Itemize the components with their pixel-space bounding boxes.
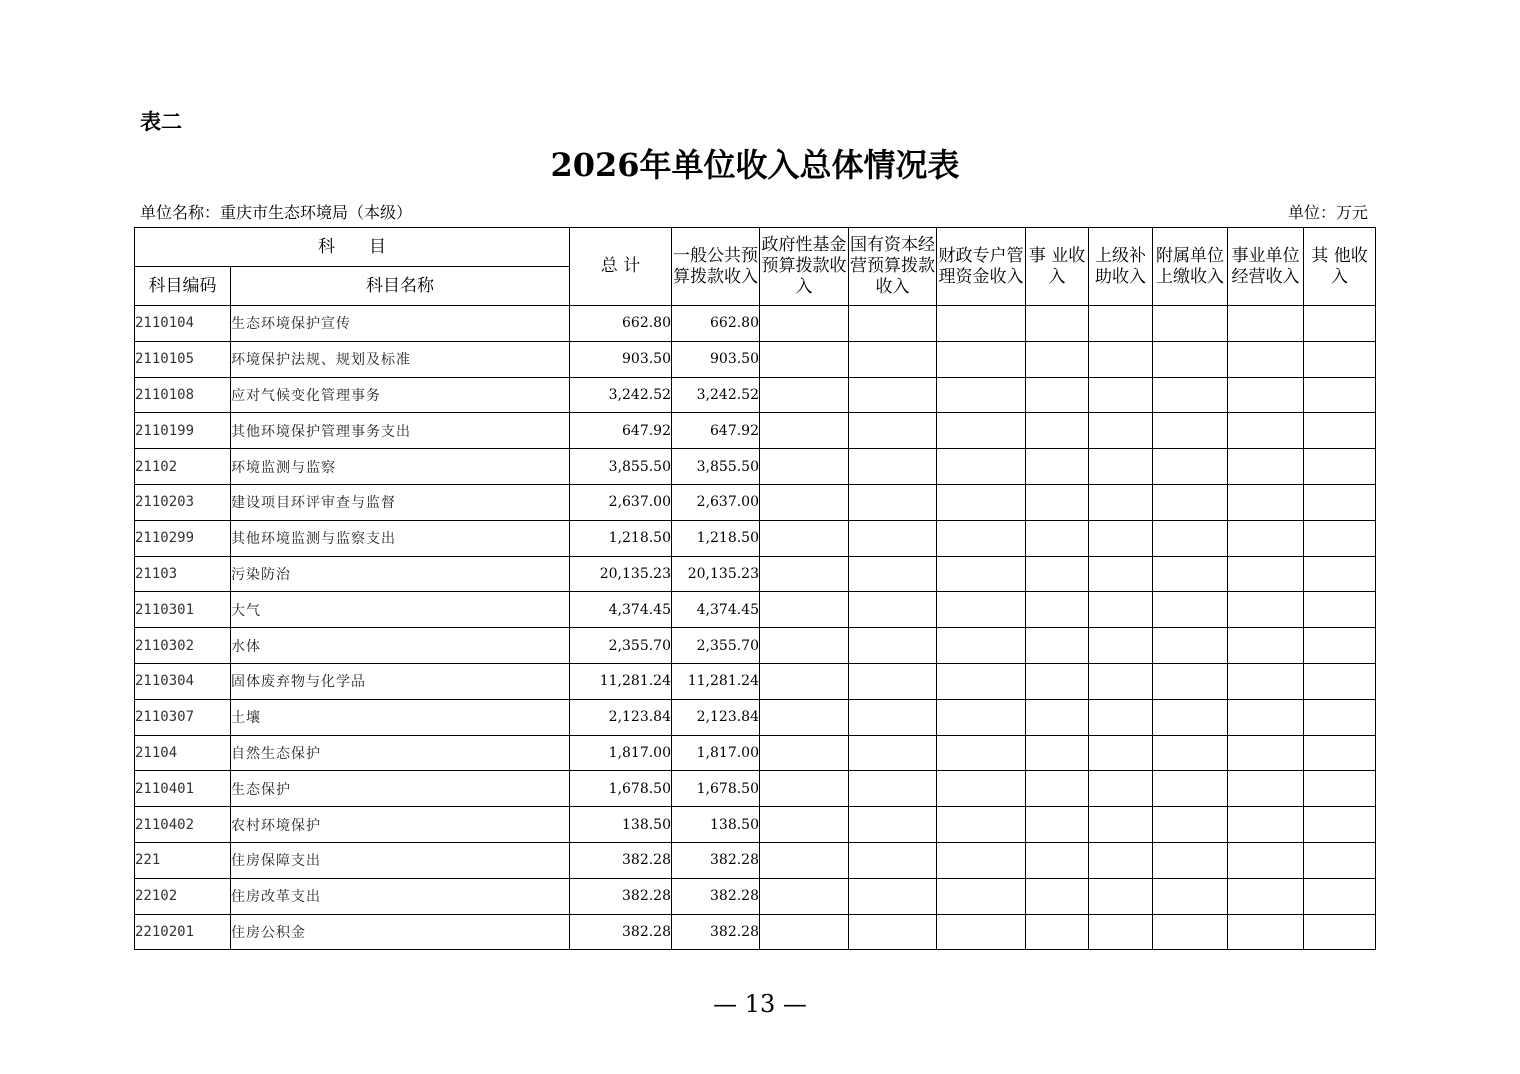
table-row — [135, 735, 1376, 771]
cell-business-operation — [1228, 914, 1304, 950]
cell-affiliated-payment — [1153, 413, 1228, 449]
table-row — [135, 807, 1376, 843]
cell-gov-fund — [760, 878, 849, 914]
cell-other-income — [1304, 306, 1376, 342]
header-gov-fund: 政府性基金预算拨款收入 — [760, 228, 849, 306]
cell-general-budget: 1,678.50 — [672, 771, 760, 807]
cell-general-budget: 11,281.24 — [672, 663, 760, 699]
header-other-income: 其 他收 入 — [1304, 228, 1376, 306]
income-table-body — [135, 306, 1376, 950]
cell-special-fund — [937, 377, 1026, 413]
cell-other-income — [1304, 771, 1376, 807]
cell-other-income — [1304, 842, 1376, 878]
cell-subject-code: 2110105 — [135, 341, 231, 377]
page-number: — 13 — — [713, 990, 807, 1018]
cell-total: 2,355.70 — [570, 628, 672, 664]
cell-subject-code: 2110401 — [135, 771, 231, 807]
cell-other-income — [1304, 520, 1376, 556]
cell-subject-name: 应对气候变化管理事务 — [231, 377, 570, 413]
cell-subject-code: 2110203 — [135, 484, 231, 520]
cell-gov-fund — [760, 914, 849, 950]
cell-superior-subsidy — [1089, 520, 1153, 556]
cell-superior-subsidy — [1089, 306, 1153, 342]
table-row — [135, 377, 1376, 413]
cell-business-operation — [1228, 807, 1304, 843]
cell-subject-name: 大气 — [231, 592, 570, 628]
cell-state-capital — [849, 484, 937, 520]
cell-subject-name: 生态保护 — [231, 771, 570, 807]
cell-affiliated-payment — [1153, 484, 1228, 520]
cell-business-operation — [1228, 556, 1304, 592]
table-row — [135, 449, 1376, 485]
cell-general-budget: 1,218.50 — [672, 520, 760, 556]
cell-gov-fund — [760, 699, 849, 735]
cell-business-income — [1026, 377, 1089, 413]
cell-gov-fund — [760, 556, 849, 592]
cell-gov-fund — [760, 842, 849, 878]
cell-subject-code: 2110299 — [135, 520, 231, 556]
cell-other-income — [1304, 377, 1376, 413]
header-superior-subsidy: 上级补助收入 — [1089, 228, 1153, 306]
cell-state-capital — [849, 449, 937, 485]
cell-business-income — [1026, 306, 1089, 342]
cell-gov-fund — [760, 520, 849, 556]
cell-superior-subsidy — [1089, 628, 1153, 664]
cell-business-income — [1026, 556, 1089, 592]
cell-business-income — [1026, 842, 1089, 878]
header-subject-code: 科目编码 — [135, 267, 231, 306]
cell-total: 382.28 — [570, 842, 672, 878]
cell-subject-code: 2110199 — [135, 413, 231, 449]
cell-state-capital — [849, 306, 937, 342]
cell-superior-subsidy — [1089, 807, 1153, 843]
table-row — [135, 341, 1376, 377]
table-row — [135, 663, 1376, 699]
unit-name: 单位名称：重庆市生态环境局（本级） — [140, 203, 413, 222]
cell-business-operation — [1228, 699, 1304, 735]
cell-business-income — [1026, 341, 1089, 377]
cell-gov-fund — [760, 413, 849, 449]
cell-state-capital — [849, 914, 937, 950]
cell-other-income — [1304, 592, 1376, 628]
cell-gov-fund — [760, 341, 849, 377]
header-affiliated-payment: 附属单位上缴收入 — [1153, 228, 1228, 306]
cell-total: 647.92 — [570, 413, 672, 449]
table-row — [135, 842, 1376, 878]
cell-business-operation — [1228, 413, 1304, 449]
cell-state-capital — [849, 878, 937, 914]
cell-superior-subsidy — [1089, 341, 1153, 377]
cell-general-budget: 382.28 — [672, 878, 760, 914]
cell-superior-subsidy — [1089, 914, 1153, 950]
cell-state-capital — [849, 341, 937, 377]
cell-general-budget: 2,355.70 — [672, 628, 760, 664]
cell-subject-name: 环境监测与监察 — [231, 449, 570, 485]
cell-general-budget: 3,242.52 — [672, 377, 760, 413]
table-row — [135, 306, 1376, 342]
cell-total: 11,281.24 — [570, 663, 672, 699]
cell-business-operation — [1228, 449, 1304, 485]
cell-subject-name: 生态环境保护宣传 — [231, 306, 570, 342]
cell-other-income — [1304, 735, 1376, 771]
cell-general-budget: 903.50 — [672, 341, 760, 377]
cell-special-fund — [937, 413, 1026, 449]
cell-business-operation — [1228, 520, 1304, 556]
cell-special-fund — [937, 807, 1026, 843]
cell-gov-fund — [760, 377, 849, 413]
cell-gov-fund — [760, 306, 849, 342]
cell-subject-name: 农村环境保护 — [231, 807, 570, 843]
unit-label: 单位：万元 — [1287, 203, 1368, 222]
cell-special-fund — [937, 663, 1026, 699]
cell-special-fund — [937, 771, 1026, 807]
cell-subject-name: 住房公积金 — [231, 914, 570, 950]
cell-superior-subsidy — [1089, 878, 1153, 914]
cell-business-operation — [1228, 484, 1304, 520]
cell-total: 382.28 — [570, 914, 672, 950]
cell-state-capital — [849, 735, 937, 771]
cell-subject-code: 2110301 — [135, 592, 231, 628]
cell-superior-subsidy — [1089, 842, 1153, 878]
cell-special-fund — [937, 484, 1026, 520]
table-row — [135, 628, 1376, 664]
cell-affiliated-payment — [1153, 878, 1228, 914]
cell-business-operation — [1228, 771, 1304, 807]
cell-total: 4,374.45 — [570, 592, 672, 628]
cell-total: 1,817.00 — [570, 735, 672, 771]
cell-general-budget: 662.80 — [672, 306, 760, 342]
cell-other-income — [1304, 341, 1376, 377]
cell-other-income — [1304, 914, 1376, 950]
cell-general-budget: 1,817.00 — [672, 735, 760, 771]
cell-affiliated-payment — [1153, 699, 1228, 735]
cell-general-budget: 20,135.23 — [672, 556, 760, 592]
cell-other-income — [1304, 556, 1376, 592]
cell-special-fund — [937, 592, 1026, 628]
cell-state-capital — [849, 807, 937, 843]
cell-business-income — [1026, 735, 1089, 771]
cell-affiliated-payment — [1153, 592, 1228, 628]
cell-superior-subsidy — [1089, 449, 1153, 485]
cell-special-fund — [937, 449, 1026, 485]
cell-special-fund — [937, 306, 1026, 342]
cell-business-income — [1026, 413, 1089, 449]
cell-other-income — [1304, 484, 1376, 520]
cell-state-capital — [849, 556, 937, 592]
cell-gov-fund — [760, 449, 849, 485]
cell-state-capital — [849, 771, 937, 807]
cell-gov-fund — [760, 735, 849, 771]
cell-affiliated-payment — [1153, 735, 1228, 771]
cell-special-fund — [937, 842, 1026, 878]
cell-subject-code: 21102 — [135, 449, 231, 485]
table-row — [135, 413, 1376, 449]
cell-affiliated-payment — [1153, 306, 1228, 342]
cell-total: 382.28 — [570, 878, 672, 914]
header-total: 总 计 — [570, 228, 672, 306]
cell-general-budget: 647.92 — [672, 413, 760, 449]
cell-gov-fund — [760, 663, 849, 699]
cell-gov-fund — [760, 592, 849, 628]
header-special-fund: 财政专户管理资金收入 — [937, 228, 1026, 306]
cell-general-budget: 3,855.50 — [672, 449, 760, 485]
cell-special-fund — [937, 341, 1026, 377]
header-subject: 科 目 — [135, 228, 570, 267]
cell-state-capital — [849, 663, 937, 699]
cell-business-income — [1026, 520, 1089, 556]
header-general-budget: 一般公共预算拨款收入 — [672, 228, 760, 306]
cell-special-fund — [937, 699, 1026, 735]
cell-subject-name: 土壤 — [231, 699, 570, 735]
cell-superior-subsidy — [1089, 484, 1153, 520]
cell-special-fund — [937, 556, 1026, 592]
cell-general-budget: 382.28 — [672, 914, 760, 950]
cell-business-income — [1026, 807, 1089, 843]
cell-total: 1,678.50 — [570, 771, 672, 807]
table-row — [135, 484, 1376, 520]
cell-subject-name: 住房保障支出 — [231, 842, 570, 878]
cell-superior-subsidy — [1089, 377, 1153, 413]
table-row — [135, 914, 1376, 950]
header-subject-name: 科目名称 — [231, 267, 570, 306]
cell-subject-name: 其他环境监测与监察支出 — [231, 520, 570, 556]
cell-subject-name: 其他环境保护管理事务支出 — [231, 413, 570, 449]
cell-subject-name: 环境保护法规、规划及标准 — [231, 341, 570, 377]
cell-subject-name: 固体废弃物与化学品 — [231, 663, 570, 699]
cell-other-income — [1304, 449, 1376, 485]
cell-other-income — [1304, 628, 1376, 664]
header-business-operation: 事业单位经营收入 — [1228, 228, 1304, 306]
cell-superior-subsidy — [1089, 771, 1153, 807]
page-title: 2026年单位收入总体情况表 — [550, 146, 960, 184]
cell-business-income — [1026, 663, 1089, 699]
cell-general-budget: 382.28 — [672, 842, 760, 878]
table-row — [135, 699, 1376, 735]
cell-other-income — [1304, 413, 1376, 449]
cell-affiliated-payment — [1153, 628, 1228, 664]
cell-special-fund — [937, 735, 1026, 771]
cell-affiliated-payment — [1153, 341, 1228, 377]
cell-state-capital — [849, 628, 937, 664]
cell-general-budget: 2,123.84 — [672, 699, 760, 735]
cell-business-operation — [1228, 306, 1304, 342]
cell-state-capital — [849, 699, 937, 735]
cell-business-operation — [1228, 735, 1304, 771]
cell-business-income — [1026, 699, 1089, 735]
header-business-income: 事 业收 入 — [1026, 228, 1089, 306]
table-row — [135, 592, 1376, 628]
table-row — [135, 520, 1376, 556]
cell-other-income — [1304, 807, 1376, 843]
cell-subject-code: 2110104 — [135, 306, 231, 342]
cell-business-operation — [1228, 592, 1304, 628]
cell-gov-fund — [760, 484, 849, 520]
cell-gov-fund — [760, 628, 849, 664]
cell-special-fund — [937, 520, 1026, 556]
cell-general-budget: 2,637.00 — [672, 484, 760, 520]
cell-subject-code: 21104 — [135, 735, 231, 771]
cell-superior-subsidy — [1089, 735, 1153, 771]
cell-affiliated-payment — [1153, 377, 1228, 413]
cell-business-income — [1026, 878, 1089, 914]
table-row — [135, 878, 1376, 914]
cell-subject-code: 221 — [135, 842, 231, 878]
cell-affiliated-payment — [1153, 663, 1228, 699]
cell-other-income — [1304, 663, 1376, 699]
cell-state-capital — [849, 520, 937, 556]
cell-affiliated-payment — [1153, 914, 1228, 950]
cell-superior-subsidy — [1089, 663, 1153, 699]
cell-total: 3,855.50 — [570, 449, 672, 485]
cell-other-income — [1304, 699, 1376, 735]
cell-subject-code: 21103 — [135, 556, 231, 592]
cell-state-capital — [849, 842, 937, 878]
cell-subject-name: 建设项目环评审查与监督 — [231, 484, 570, 520]
income-table — [134, 227, 1376, 950]
cell-business-income — [1026, 592, 1089, 628]
cell-affiliated-payment — [1153, 520, 1228, 556]
cell-general-budget: 4,374.45 — [672, 592, 760, 628]
cell-subject-name: 水体 — [231, 628, 570, 664]
cell-business-income — [1026, 771, 1089, 807]
cell-total: 2,637.00 — [570, 484, 672, 520]
cell-superior-subsidy — [1089, 556, 1153, 592]
cell-total: 1,218.50 — [570, 520, 672, 556]
cell-special-fund — [937, 878, 1026, 914]
cell-special-fund — [937, 914, 1026, 950]
cell-business-income — [1026, 484, 1089, 520]
cell-subject-code: 2110108 — [135, 377, 231, 413]
cell-state-capital — [849, 413, 937, 449]
cell-business-operation — [1228, 663, 1304, 699]
cell-affiliated-payment — [1153, 449, 1228, 485]
header-state-capital: 国有资本经营预算拨款收入 — [849, 228, 937, 306]
cell-business-income — [1026, 628, 1089, 664]
cell-affiliated-payment — [1153, 842, 1228, 878]
cell-subject-code: 2110402 — [135, 807, 231, 843]
cell-business-operation — [1228, 628, 1304, 664]
cell-business-income — [1026, 449, 1089, 485]
table-label: 表二 — [140, 110, 182, 134]
cell-superior-subsidy — [1089, 592, 1153, 628]
cell-affiliated-payment — [1153, 556, 1228, 592]
cell-affiliated-payment — [1153, 807, 1228, 843]
cell-subject-code: 2110307 — [135, 699, 231, 735]
cell-business-operation — [1228, 842, 1304, 878]
cell-gov-fund — [760, 771, 849, 807]
cell-subject-name: 污染防治 — [231, 556, 570, 592]
table-row — [135, 556, 1376, 592]
cell-business-operation — [1228, 878, 1304, 914]
cell-affiliated-payment — [1153, 771, 1228, 807]
cell-total: 138.50 — [570, 807, 672, 843]
cell-business-operation — [1228, 377, 1304, 413]
cell-subject-code: 2110302 — [135, 628, 231, 664]
cell-general-budget: 138.50 — [672, 807, 760, 843]
cell-gov-fund — [760, 807, 849, 843]
cell-total: 662.80 — [570, 306, 672, 342]
cell-other-income — [1304, 878, 1376, 914]
cell-subject-code: 22102 — [135, 878, 231, 914]
cell-total: 2,123.84 — [570, 699, 672, 735]
cell-superior-subsidy — [1089, 699, 1153, 735]
cell-subject-name: 自然生态保护 — [231, 735, 570, 771]
cell-state-capital — [849, 377, 937, 413]
cell-total: 903.50 — [570, 341, 672, 377]
cell-subject-name: 住房改革支出 — [231, 878, 570, 914]
cell-total: 3,242.52 — [570, 377, 672, 413]
cell-subject-code: 2110304 — [135, 663, 231, 699]
cell-special-fund — [937, 628, 1026, 664]
cell-subject-code: 2210201 — [135, 914, 231, 950]
table-row — [135, 771, 1376, 807]
cell-superior-subsidy — [1089, 413, 1153, 449]
cell-business-operation — [1228, 341, 1304, 377]
cell-total: 20,135.23 — [570, 556, 672, 592]
cell-state-capital — [849, 592, 937, 628]
cell-business-income — [1026, 914, 1089, 950]
